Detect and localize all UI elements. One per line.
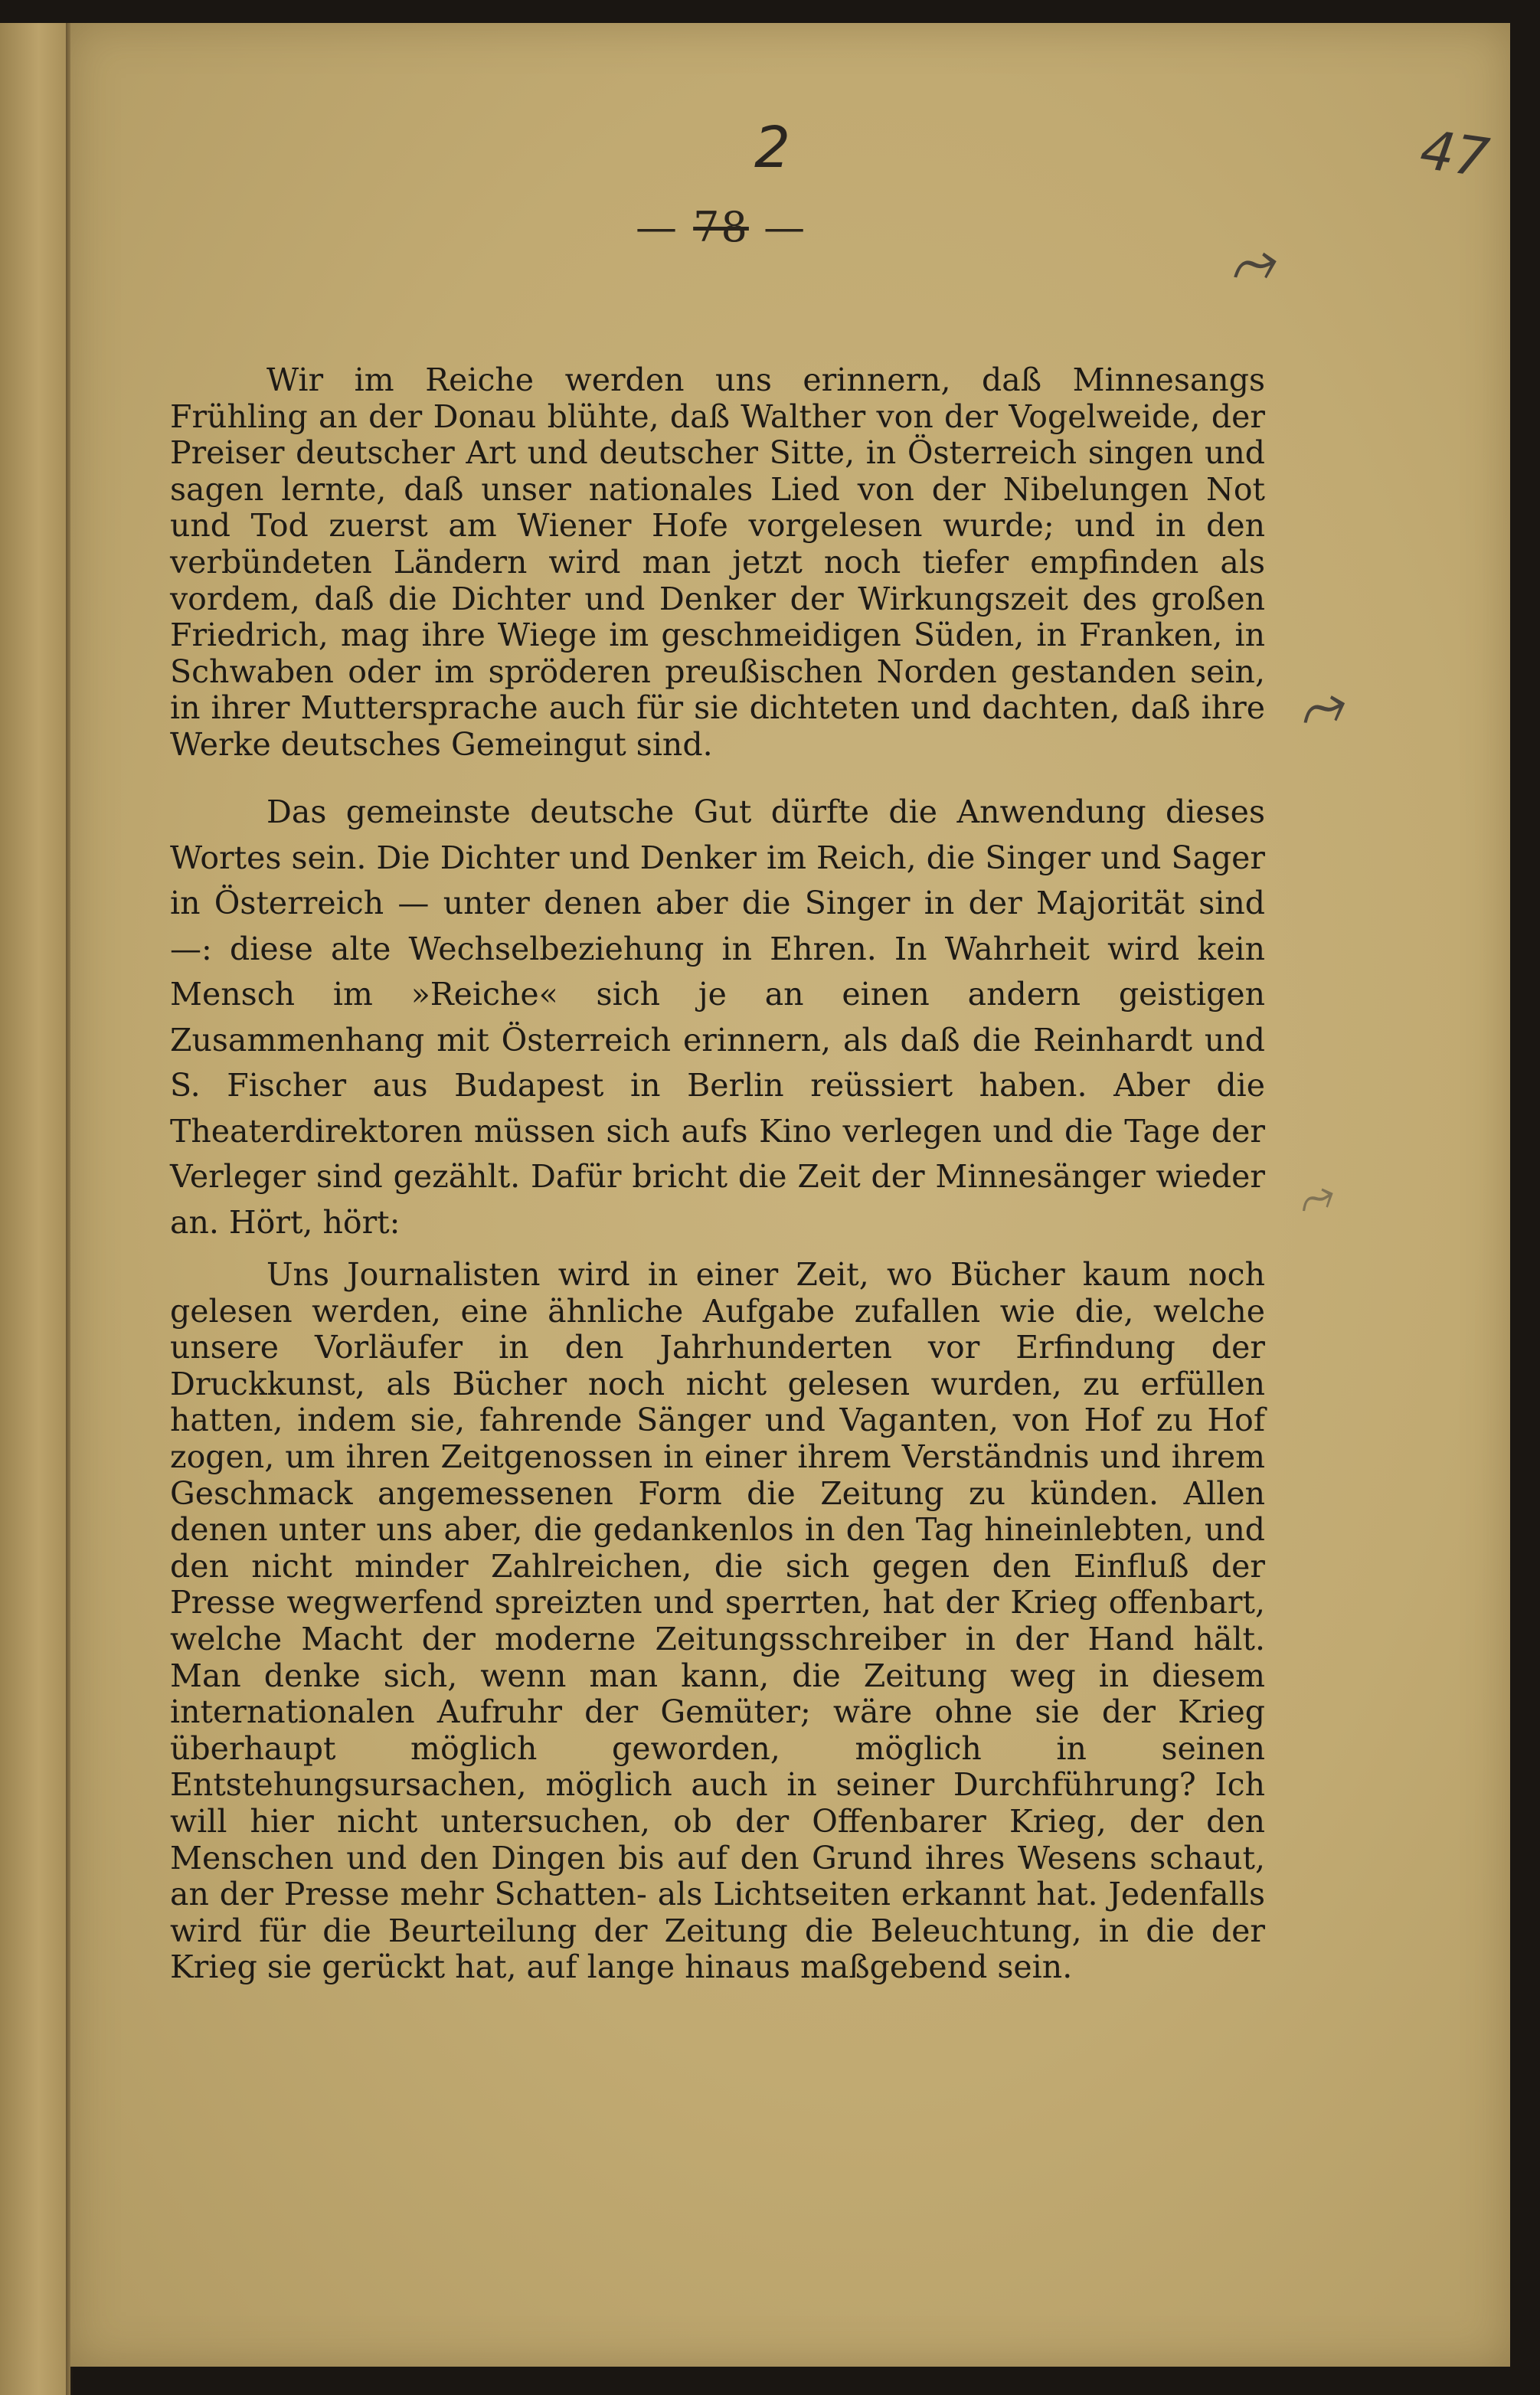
paragraph-journalisten: Uns Journalisten wird in einer Zeit, wo Bücher kaum noch gelesen werden, eine ähnliche Aufgabe zufallen wie die, welche unsere Vorläufer in den Jahrhunderten vor Erfindung der Druckkunst, als Bücher noch nicht gelesen wurden, zu erfüllen hatten, indem sie, fahrende Sänger und Vaganten, von Hof zu Hof zogen, um ihren Zeitgenossen in einer ihrem Verständnis und ihrem Geschmack angemessenen Form die Zeitung zu künden. Allen denen unter uns aber, die gedankenlos in den Tag hineinlebten, und den nicht minder Zahlreichen, die sich gegen den Einfluß der Presse wegwerfend spreizten und sperrten, hat der Krieg offenbart, welche Macht der moderne Zeitungsschreiber in der Hand hält. Man denke sich, wenn man kann, die Zeitung weg in diesem internationalen Aufruhr der Gemüter; wäre ohne sie der Krieg überhaupt möglich geworden, möglich in seinen Entstehungsursachen, möglich auch in seiner Durchführung? Ich will hier nicht untersuchen, ob der Offenbarer Krieg, der den Menschen und den Dingen bis auf den Grund ihres Wesens schaut, an der Presse mehr Schatten- als Lichtseiten erkannt hat. Jedenfalls wird für die Beurteilung der Zeitung die Beleuchtung, in die der Krieg sie gerückt hat, auf lange hinaus maßgebend sein. <box>170 1256 1265 1986</box>
margin-scribble-mark: ⤳ <box>1282 1166 1344 1234</box>
margin-scribble-mark: ⤳ <box>1214 223 1285 308</box>
book-spine <box>0 0 70 2395</box>
paragraph-gemeinste-gut: Das gemeinste deutsche Gut dürfte die Anwendung dieses Wortes sein. Die Dichter und Denker im Reich, die Singer und Sager in Österreich — unter denen aber die Singer in der Majorität sind —: diese alte Wechselbeziehung in Ehren. In Wahrheit wird kein Mensch im »Reiche« sich je an einen andern geistigen Zusammenhang mit Österreich erinnern, als daß die Reinhardt und S. Fischer aus Budapest in Berlin reüssiert haben. Aber die Theaterdirektoren müssen sich aufs Kino verlegen und die Tage der Verleger sind gezählt. Dafür bricht die Zeit der Minnesänger wieder an. Hört, hört: <box>170 793 1265 1241</box>
archive-number: 47 <box>1416 118 1493 190</box>
page-number-dash-right: — <box>763 203 807 251</box>
page-number-dash-left: — <box>636 203 678 251</box>
printed-page-number <box>636 203 806 251</box>
scan-border <box>0 0 1540 23</box>
handwritten-page-number: 2 <box>754 115 791 181</box>
margin-scribble-mark: ⤳ <box>1281 666 1356 753</box>
page-number-value: 78 <box>693 203 749 251</box>
paragraph-reiche: Wir im Reiche werden uns erinnern, daß Minnesangs Frühling an der Donau blühte, daß Walther von der Vogelweide, der Preiser deutscher Art und deutscher Sitte, in Österreich singen und sagen lernte, daß unser nationales Lied von der Nibelungen Not und Tod zuerst am Wiener Hofe vorgelesen wurde; und in den verbündeten Ländern wird man jetzt noch tiefer empfinden als vordem, daß die Dichter und Denker der Wirkungszeit des großen Friedrich, mag ihre Wiege im geschmeidigen Süden, in Franken, in Schwaben oder im spröderen preußischen Norden gestanden sein, in ihrer Muttersprache auch für sie dichteten und dachten, daß ihre Werke deutsches Gemeingut sind. <box>170 362 1265 763</box>
